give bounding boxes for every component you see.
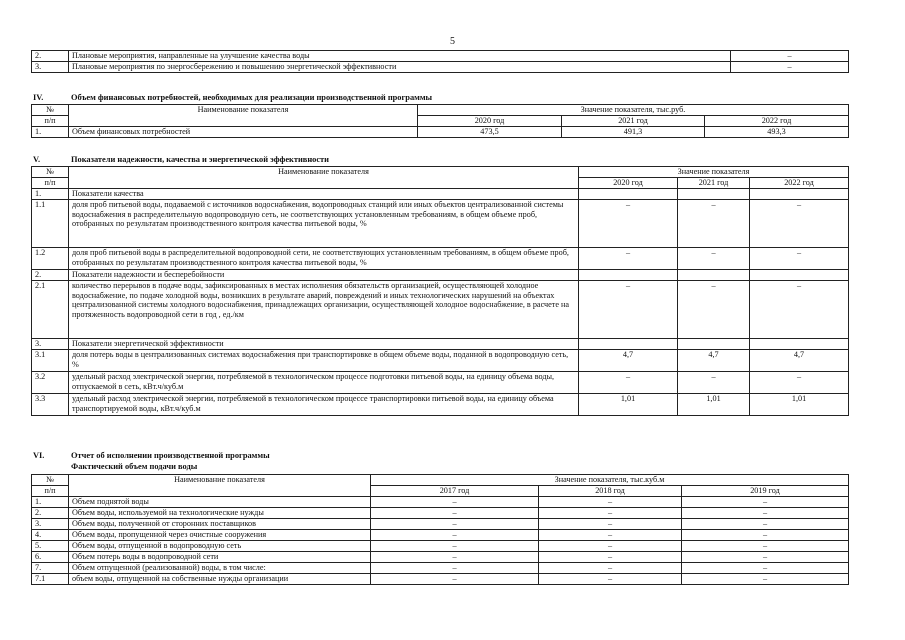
- row-value: –: [539, 508, 682, 519]
- row-number: 3.: [32, 62, 69, 73]
- row-value: –: [539, 552, 682, 563]
- row-name: доля проб питьевой воды, подаваемой с источников водоснабжения, водопроводных станций или иных объектов централизованной системы водоснабжения в распределительную водопроводную сеть, не соответствующих установленным требованиям, в общем объеме проб, отобранных по результатам производственного контроля качества питьевой воды, %: [69, 200, 579, 248]
- row-value: [678, 339, 750, 350]
- section-4-heading: Объем финансовых потребностей, необходимых для реализации производственной программы: [71, 93, 433, 102]
- row-value: 4,7: [750, 350, 849, 372]
- row-value: –: [371, 530, 539, 541]
- section-6-table: [31, 474, 849, 585]
- row-value: –: [539, 497, 682, 508]
- row-value: [678, 189, 750, 200]
- table-row: [32, 497, 849, 508]
- table-row: [32, 372, 849, 394]
- s4-hdr-value: Значение показателя, тыс.руб.: [418, 105, 849, 116]
- row-number: 1.2: [32, 248, 69, 270]
- row-number: 3.3: [32, 394, 69, 416]
- row-value: [579, 270, 678, 281]
- row-number: 2.: [32, 51, 69, 62]
- s6-year: 2019 год: [682, 486, 849, 497]
- row-number: 7.: [32, 563, 69, 574]
- row-value: –: [678, 372, 750, 394]
- row-name: Объем поднятой воды: [69, 497, 371, 508]
- table-row: [32, 552, 849, 563]
- row-value: –: [371, 563, 539, 574]
- s6-hdr-value: Значение показателя, тыс.куб.м: [371, 475, 849, 486]
- row-value: [750, 339, 849, 350]
- row-value: 4,7: [678, 350, 750, 372]
- row-number: 1.: [32, 497, 69, 508]
- s5-year: 2021 год: [678, 178, 750, 189]
- row-value: –: [539, 574, 682, 585]
- row-value: [678, 270, 750, 281]
- row-value: –: [682, 563, 849, 574]
- row-value: –: [678, 200, 750, 248]
- section-5-heading: Показатели надежности, качества и энергетической эффективности: [71, 155, 329, 164]
- table-row: [32, 541, 849, 552]
- row-value: [750, 270, 849, 281]
- row-value: –: [682, 530, 849, 541]
- table-row: [32, 574, 849, 585]
- section-6-title: [33, 451, 270, 461]
- row-value: –: [682, 574, 849, 585]
- section-5-title: [33, 155, 329, 165]
- section-5-number: V.: [33, 155, 41, 164]
- section-6-number: VI.: [33, 451, 45, 460]
- section-4-title: [33, 93, 432, 103]
- s5-hdr-name: Наименование показателя: [69, 167, 579, 189]
- table-row: [32, 248, 849, 270]
- row-number: 5.: [32, 541, 69, 552]
- s4-year: 2022 год: [705, 116, 849, 127]
- table-row: [32, 270, 849, 281]
- s5-year: 2022 год: [750, 178, 849, 189]
- row-value: –: [579, 372, 678, 394]
- top-table: [31, 50, 849, 73]
- row-name: Объем отпущенной (реализованной) воды, в том числе:: [69, 563, 371, 574]
- s5-hdr-num: №: [32, 167, 69, 178]
- row-value: –: [750, 248, 849, 270]
- table-row: [32, 508, 849, 519]
- section-6-heading: Отчет об исполнении производственной программы: [71, 451, 270, 460]
- table-row: [32, 519, 849, 530]
- row-value: 1,01: [678, 394, 750, 416]
- s6-year: 2017 год: [371, 486, 539, 497]
- page-number: 5: [450, 36, 455, 47]
- row-name: Объем воды, полученной от сторонних поставщиков: [69, 519, 371, 530]
- row-name: Объем воды, используемой на технологические нужды: [69, 508, 371, 519]
- row-number: 7.1: [32, 574, 69, 585]
- table-row: [32, 189, 849, 200]
- row-number: 2.1: [32, 281, 69, 339]
- row-value: –: [371, 519, 539, 530]
- table-row: [32, 563, 849, 574]
- row-name: Показатели надежности и бесперебойности: [69, 270, 579, 281]
- s4-year: 2020 год: [418, 116, 562, 127]
- section-4-table: [31, 104, 849, 138]
- s4-hdr-num: №: [32, 105, 69, 116]
- row-value: –: [579, 281, 678, 339]
- row-value: 1,01: [579, 394, 678, 416]
- row-value: –: [371, 541, 539, 552]
- row-value: 493,3: [705, 127, 849, 138]
- table-row: [32, 339, 849, 350]
- row-name: Объем финансовых потребностей: [69, 127, 418, 138]
- s5-hdr-num2: п/п: [32, 178, 69, 189]
- row-value: –: [539, 563, 682, 574]
- table-row: [32, 530, 849, 541]
- row-value: –: [371, 574, 539, 585]
- row-name: удельный расход электрической энергии, потребляемой в технологическом процессе транспортировки питьевой воды, на единицу объема транспортируемой воды, кВт.ч/куб.м: [69, 394, 579, 416]
- row-value: –: [682, 508, 849, 519]
- row-value: –: [371, 497, 539, 508]
- s4-year: 2021 год: [562, 116, 705, 127]
- row-value: 4,7: [579, 350, 678, 372]
- row-value: –: [678, 281, 750, 339]
- row-number: 1.: [32, 127, 69, 138]
- row-name: Плановые мероприятия, направленные на улучшение качества воды: [69, 51, 731, 62]
- row-value: –: [682, 497, 849, 508]
- row-name: Показатели энергетической эффективности: [69, 339, 579, 350]
- s6-hdr-name: Наименование показателя: [69, 475, 371, 497]
- row-value: [579, 339, 678, 350]
- row-value: –: [682, 519, 849, 530]
- row-name: Объем потерь воды в водопроводной сети: [69, 552, 371, 563]
- row-name: Показатели качества: [69, 189, 579, 200]
- row-name: Объем воды, пропущенной через очистные сооружения: [69, 530, 371, 541]
- row-value: 473,5: [418, 127, 562, 138]
- row-value: –: [731, 62, 849, 73]
- row-value: –: [750, 281, 849, 339]
- row-number: 3.2: [32, 372, 69, 394]
- row-number: 2.: [32, 508, 69, 519]
- section-5-table: [31, 166, 849, 416]
- row-value: –: [750, 200, 849, 248]
- row-name: Плановые мероприятия по энергосбережению и повышению энергетической эффективности: [69, 62, 731, 73]
- table-row: [32, 350, 849, 372]
- row-value: [750, 189, 849, 200]
- row-value: –: [539, 519, 682, 530]
- row-number: 3.: [32, 339, 69, 350]
- table-row: [32, 127, 849, 138]
- row-value: –: [750, 372, 849, 394]
- row-name: объем воды, отпущенной на собственные нужды организации: [69, 574, 371, 585]
- section-4-number: IV.: [33, 93, 44, 102]
- row-number: 3.: [32, 519, 69, 530]
- row-number: 6.: [32, 552, 69, 563]
- row-value: –: [371, 552, 539, 563]
- row-value: –: [539, 530, 682, 541]
- s6-hdr-num2: п/п: [32, 486, 69, 497]
- row-number: 2.: [32, 270, 69, 281]
- row-value: –: [731, 51, 849, 62]
- s5-hdr-value: Значение показателя: [579, 167, 849, 178]
- table-row: [32, 200, 849, 248]
- row-number: 3.1: [32, 350, 69, 372]
- row-value: –: [682, 541, 849, 552]
- row-number: 4.: [32, 530, 69, 541]
- table-row: [32, 51, 849, 62]
- row-value: 491,3: [562, 127, 705, 138]
- row-value: 1,01: [750, 394, 849, 416]
- row-name: количество перерывов в подаче воды, зафиксированных в местах исполнения обязательств организацией, осуществляющей холодное водоснабжение, по подаче холодной воды, возникших в результате аварий, повреждений и иных технологических нарушений на объектах централизованной системы холодного водоснабжения, принадлежащих организации, осуществляющей холодное водоснабжение, в расчете на протяженность водопроводной сети в год , ед./км: [69, 281, 579, 339]
- row-number: 1.1: [32, 200, 69, 248]
- row-name: удельный расход электрической энергии, потребляемой в технологическом процессе подготовки питьевой воды, на единицу объема воды, отпускаемой в сеть, кВт.ч/куб.м: [69, 372, 579, 394]
- row-name: доля потерь воды в централизованных системах водоснабжения при транспортировке в общем объеме воды, поданной в водопроводную сеть, %: [69, 350, 579, 372]
- row-value: –: [682, 552, 849, 563]
- row-value: [579, 189, 678, 200]
- s4-hdr-num2: п/п: [32, 116, 69, 127]
- row-name: доля проб питьевой воды в распределительной водопроводной сети, не соответствующих установленным требованиям, в общем объеме проб, отобранных по результатам производственного контроля качества питьевой воды, %: [69, 248, 579, 270]
- s5-year: 2020 год: [579, 178, 678, 189]
- row-value: –: [579, 248, 678, 270]
- s4-hdr-name: Наименование показателя: [69, 105, 418, 127]
- row-value: –: [539, 541, 682, 552]
- table-row: [32, 62, 849, 73]
- row-value: –: [579, 200, 678, 248]
- s6-year: 2018 год: [539, 486, 682, 497]
- table-row: [32, 394, 849, 416]
- row-value: –: [371, 508, 539, 519]
- row-number: 1.: [32, 189, 69, 200]
- row-value: –: [678, 248, 750, 270]
- row-name: Объем воды, отпущенной в водопроводную сеть: [69, 541, 371, 552]
- table-row: [32, 281, 849, 339]
- s6-hdr-num: №: [32, 475, 69, 486]
- section-6-subtitle: Фактический объем подачи воды: [71, 462, 198, 471]
